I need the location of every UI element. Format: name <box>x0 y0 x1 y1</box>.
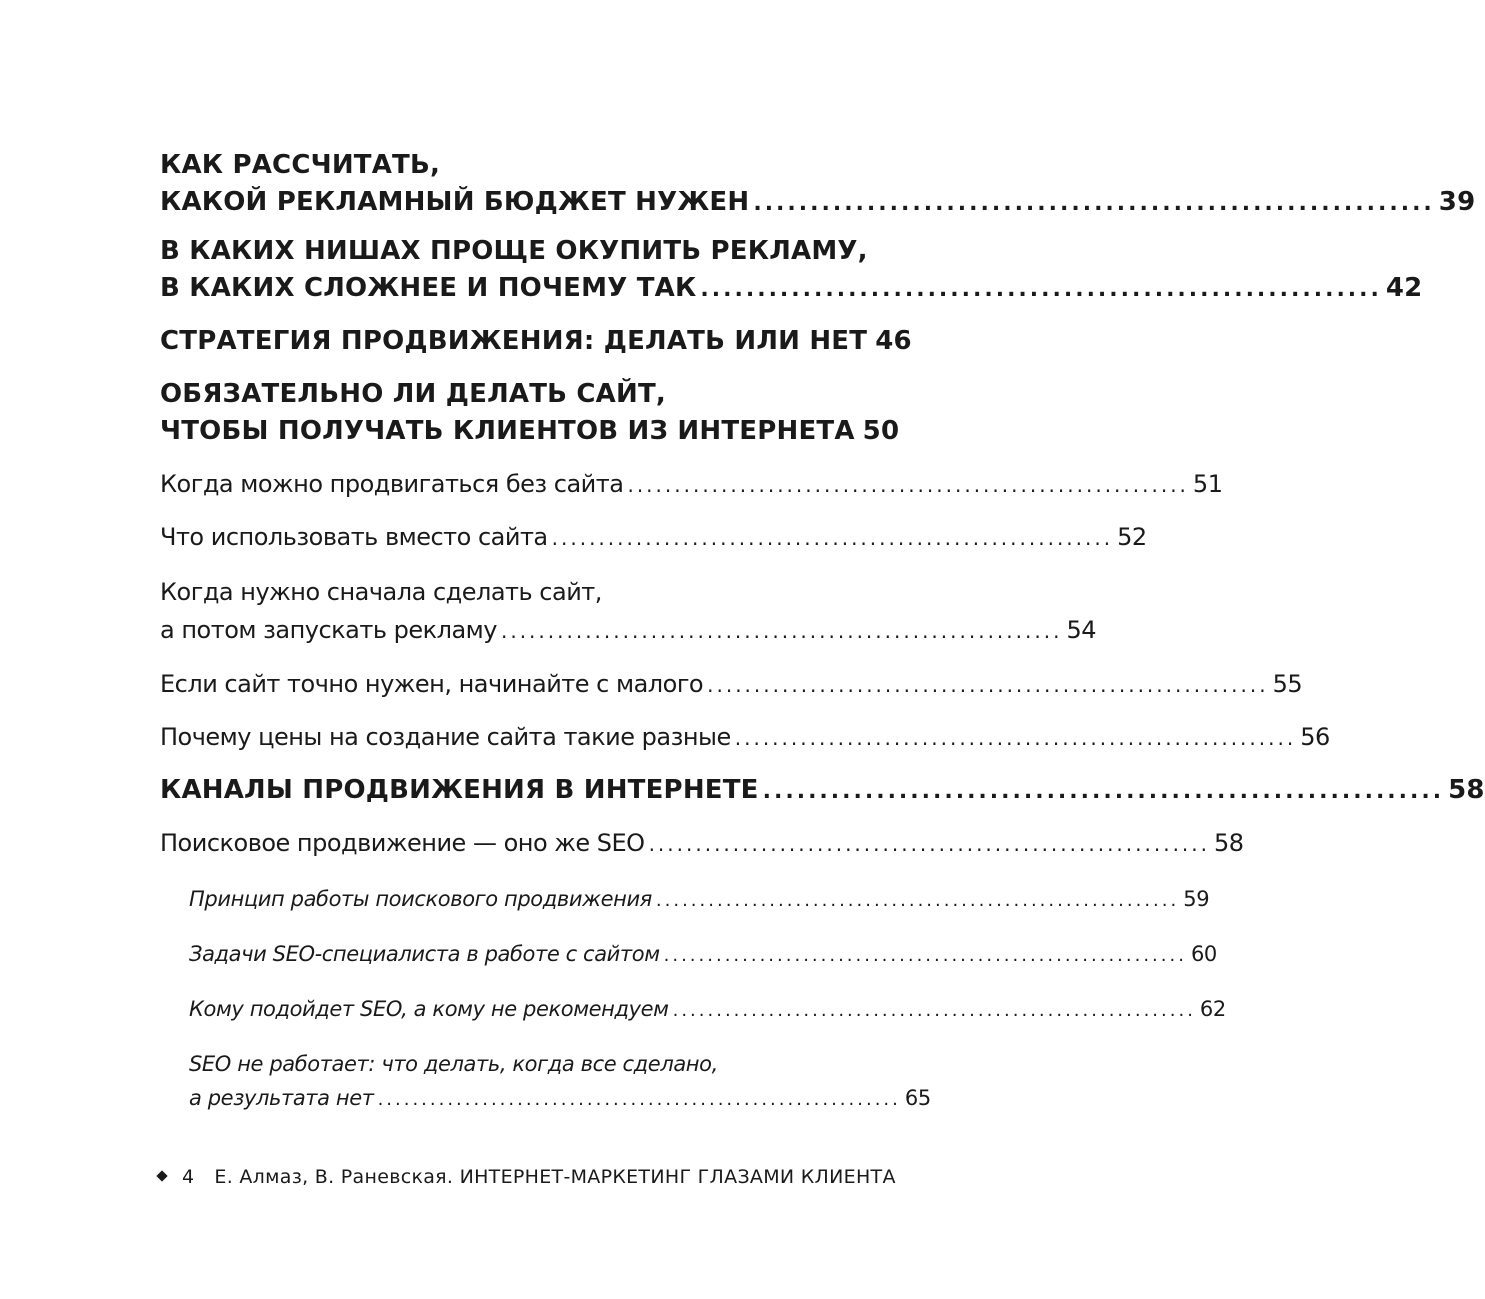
toc-entry-title: Почему цены на создание сайта такие разные <box>160 723 731 751</box>
dot-leader: ............................................................ <box>753 191 1435 216</box>
toc-entry-title: ЧТОБЫ ПОЛУЧАТЬ КЛИЕНТОВ ИЗ ИНТЕРНЕТА <box>160 416 855 446</box>
toc-entry-title: Кому подойдет SEO, а кому не рекомендуем <box>189 997 669 1021</box>
toc-entry[interactable] <box>160 323 912 361</box>
dot-leader: ............................................................ <box>734 726 1297 750</box>
toc-entry-title-line: Когда нужно сначала сделать сайт, <box>160 578 602 606</box>
toc-entry-title: Задачи SEO-специалиста в работе с сайтом <box>189 942 660 966</box>
toc-entry-page: 65 <box>904 1086 931 1110</box>
toc-entry[interactable] <box>189 992 1226 1028</box>
toc-entry[interactable] <box>160 772 1485 810</box>
toc-entry-title: В КАКИХ СЛОЖНЕЕ И ПОЧЕМУ ТАК <box>160 273 697 303</box>
dot-leader: ............................................................ <box>377 1089 901 1110</box>
dot-leader: ............................................................ <box>500 619 1063 643</box>
toc-entry-page: 54 <box>1066 616 1096 644</box>
table-of-contents <box>160 147 1485 1117</box>
toc-entry[interactable] <box>160 147 1476 222</box>
toc-entry-title: Принцип работы поискового продвижения <box>189 887 652 911</box>
toc-entry[interactable] <box>160 665 1303 704</box>
toc-entry-page: 55 <box>1272 670 1303 698</box>
toc-entry-page: 52 <box>1117 523 1147 551</box>
toc-entry-title: а потом запускать рекламу <box>160 616 497 644</box>
dot-leader: ............................................................ <box>663 945 1187 966</box>
toc-entry[interactable] <box>160 465 1223 504</box>
toc-entry-page: 62 <box>1199 997 1226 1021</box>
toc-entry-title: а результата нет <box>189 1086 374 1110</box>
toc-entry[interactable] <box>160 376 900 451</box>
toc-entry[interactable] <box>160 824 1244 863</box>
dot-leader: ............................................................ <box>627 473 1189 497</box>
toc-entry-page: 51 <box>1192 470 1223 498</box>
toc-entry-title: Что использовать вместо сайта <box>160 523 548 551</box>
toc-entry-page: 46 <box>875 326 912 356</box>
toc-entry[interactable] <box>160 518 1147 557</box>
toc-entry[interactable] <box>189 882 1210 918</box>
toc-entry[interactable] <box>189 1047 931 1117</box>
toc-entry-title-line: SEO не работает: что делать, когда все сделано, <box>189 1052 718 1076</box>
toc-entry-page: 42 <box>1385 273 1423 303</box>
dot-leader: ............................................................ <box>655 890 1180 911</box>
toc-entry-title: Когда можно продвигаться без сайта <box>160 470 624 498</box>
toc-entry[interactable] <box>189 937 1217 973</box>
toc-entry-title: СТРАТЕГИЯ ПРОДВИЖЕНИЯ: ДЕЛАТЬ ИЛИ НЕТ <box>160 326 868 356</box>
page-number: 4 <box>182 1166 195 1188</box>
dot-leader: ............................................................ <box>648 832 1211 856</box>
dot-leader: ............................................................ <box>762 779 1445 804</box>
toc-entry-page: 50 <box>862 416 900 446</box>
diamond-bullet-icon <box>156 1170 167 1181</box>
toc-entry-page: 56 <box>1300 723 1330 751</box>
toc-entry-page: 60 <box>1190 942 1217 966</box>
toc-entry-page: 58 <box>1214 829 1244 857</box>
toc-entry-page: 58 <box>1448 775 1485 805</box>
dot-leader: ............................................................ <box>700 277 1382 302</box>
toc-entry-title: КАКОЙ РЕКЛАМНЫЙ БЮДЖЕТ НУЖЕН <box>160 187 750 217</box>
running-footer-text: Е. Алмаз, В. Раневская. ИНТЕРНЕТ-МАРКЕТИНГ ГЛАЗАМИ КЛИЕНТА <box>214 1166 896 1188</box>
toc-entry-page: 39 <box>1438 187 1476 217</box>
dot-leader: ............................................................ <box>551 526 1114 550</box>
toc-entry[interactable] <box>160 718 1330 757</box>
toc-entry-title-line: КАК РАССЧИТАТЬ, <box>160 150 441 180</box>
toc-entry-title-line: В КАКИХ НИШАХ ПРОЩЕ ОКУПИТЬ РЕКЛАМУ, <box>160 236 868 266</box>
toc-entry-title: Если сайт точно нужен, начинайте с малого <box>160 670 704 698</box>
dot-leader: ............................................................ <box>672 1000 1196 1021</box>
toc-entry-page: 59 <box>1183 887 1210 911</box>
toc-entry-title-line: ОБЯЗАТЕЛЬНО ЛИ ДЕЛАТЬ САЙТ, <box>160 379 666 409</box>
toc-entry[interactable] <box>160 573 1096 650</box>
toc-entry-title: Поисковое продвижение — оно же SEO <box>160 829 645 857</box>
dot-leader: ............................................................ <box>707 673 1269 697</box>
toc-entry-title: КАНАЛЫ ПРОДВИЖЕНИЯ В ИНТЕРНЕТЕ <box>160 775 759 805</box>
toc-entry[interactable] <box>160 233 1423 308</box>
page-footer <box>158 1166 896 1188</box>
